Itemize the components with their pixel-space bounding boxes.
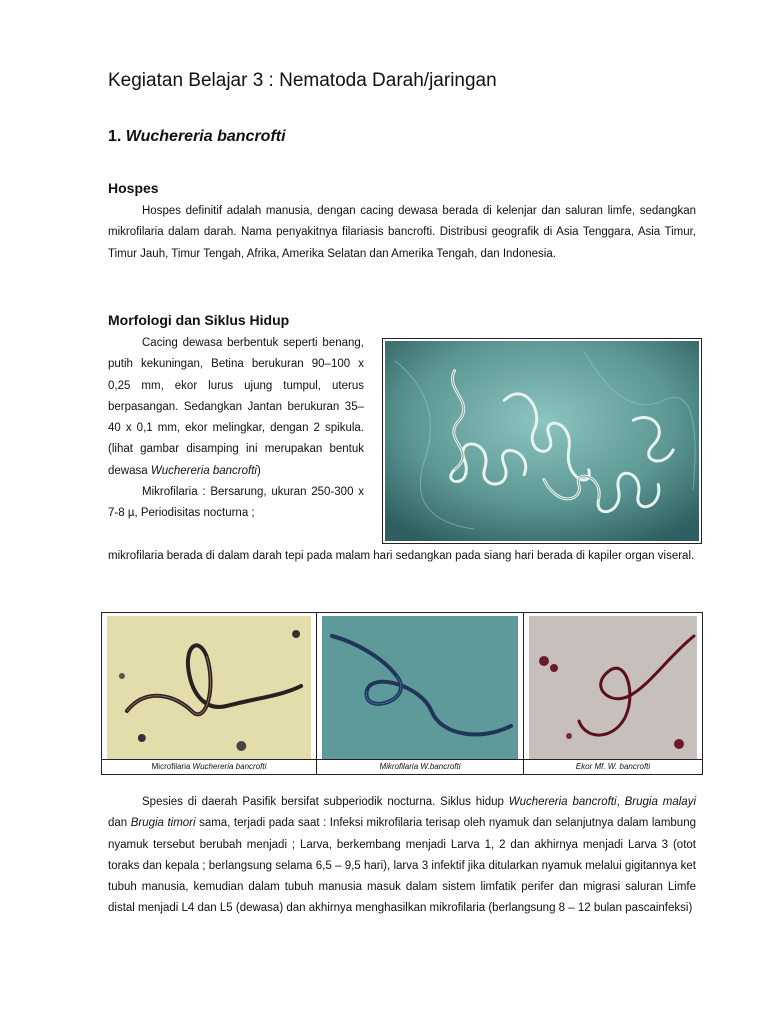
mikrofilaria-continuation: mikrofilaria berada di dalam darah tepi pada malam hari sedangkan pada siang hari berada di kapiler organ viseral.	[108, 550, 695, 562]
hospes-text: Hospes definitif adalah manusia, dengan cacing dewasa berada di kelenjar dan saluran limfe, sedangkan mikrofilaria dalam darah. Nama penyakitnya filariasis bancrofti. Distribusi geografik di Asia Tenggara, Asia Timur, Timur Jauh, Timur Tengah, Afrika, Amerika Selatan dan Amerika Tengah, dan Indonesia.	[108, 205, 696, 260]
figure-image-3	[529, 616, 697, 759]
page-title: Kegiatan Belajar 3 : Nematoda Darah/jaringan	[108, 70, 497, 91]
morfologi-paragraph-2	[108, 482, 364, 525]
morfologi-species: Wuchereria bancrofti	[150, 464, 257, 477]
figure-caption-1: Microfilaria Wuchereria bancrofti	[102, 759, 316, 774]
section-name: Wuchereria bancrofti	[125, 128, 286, 145]
adult-worm-photo	[382, 338, 702, 544]
morfologi-text-b: )	[256, 464, 261, 477]
morfologi-column	[108, 333, 364, 525]
hospes-heading: Hospes	[108, 180, 159, 196]
hospes-paragraph	[108, 201, 696, 265]
morfologi-text-a: Cacing dewasa berbentuk seperti benang, putih kekuningan, Betina berukuran 90–100 x 0,25 mm, ekor lurus ujung tumpul, uterus berpasangan. Sedangkan Jantan berukuran 35–40 x 0,1 mm, ekor melingkar, dengan 2 spikula. (lihat gambar disamping ini merupakan bentuk dewasa	[108, 337, 364, 477]
figure-cell-1	[102, 613, 317, 774]
figure-caption-3: Ekor Mf. W. bancrofti	[524, 759, 702, 774]
figure-image-1	[107, 616, 311, 759]
figure-caption-2: Mikrofilaria W.bancrofti	[317, 759, 523, 774]
microfilaria-figure-table	[101, 612, 703, 775]
morfologi-heading: Morfologi dan Siklus Hidup	[108, 312, 290, 328]
section-number: 1.	[108, 128, 122, 145]
mikrofilaria-text: Mikrofilaria : Bersarung, ukuran 250-300 x 7-8 µ, Periodisitas nocturna ;	[108, 486, 364, 520]
section-heading	[108, 128, 286, 146]
adult-worm-image	[385, 341, 699, 541]
figure-cell-3	[524, 613, 702, 774]
siklus-paragraph: Spesies di daerah Pasifik bersifat subperiodik nocturna. Siklus hidup Wuchereria bancrofti, Brugia malayi dan Brugia timori sama, terjadi pada saat : Infeksi mikrofilaria terisap oleh nyamuk dan selanjutnya dalam lambung nyamuk tersebut berubah menjadi ; Larva, berkembang menjadi Larva 1, 2 dan akhirnya menjadi Larva 3 (otot toraks dan kepala ; berlangsung selama 6,5 – 9,5 hari), larva 3 infektif jika ditularkan nyamuk melalui gigitannya ket tubuh manusia, kemudian dalam tubuh manusia masuk dalam sistem limfatik perifer dan migrasi saluran Limfe distal menjadi L4 dan L5 (dewasa) dan akhirnya menghasilkan mikrofilaria (berlangsung 8 – 12 bulan pascainfeksi)	[108, 796, 696, 915]
morfologi-paragraph-1	[108, 333, 364, 482]
figure-image-2	[322, 616, 518, 759]
figure-cell-2	[317, 613, 524, 774]
